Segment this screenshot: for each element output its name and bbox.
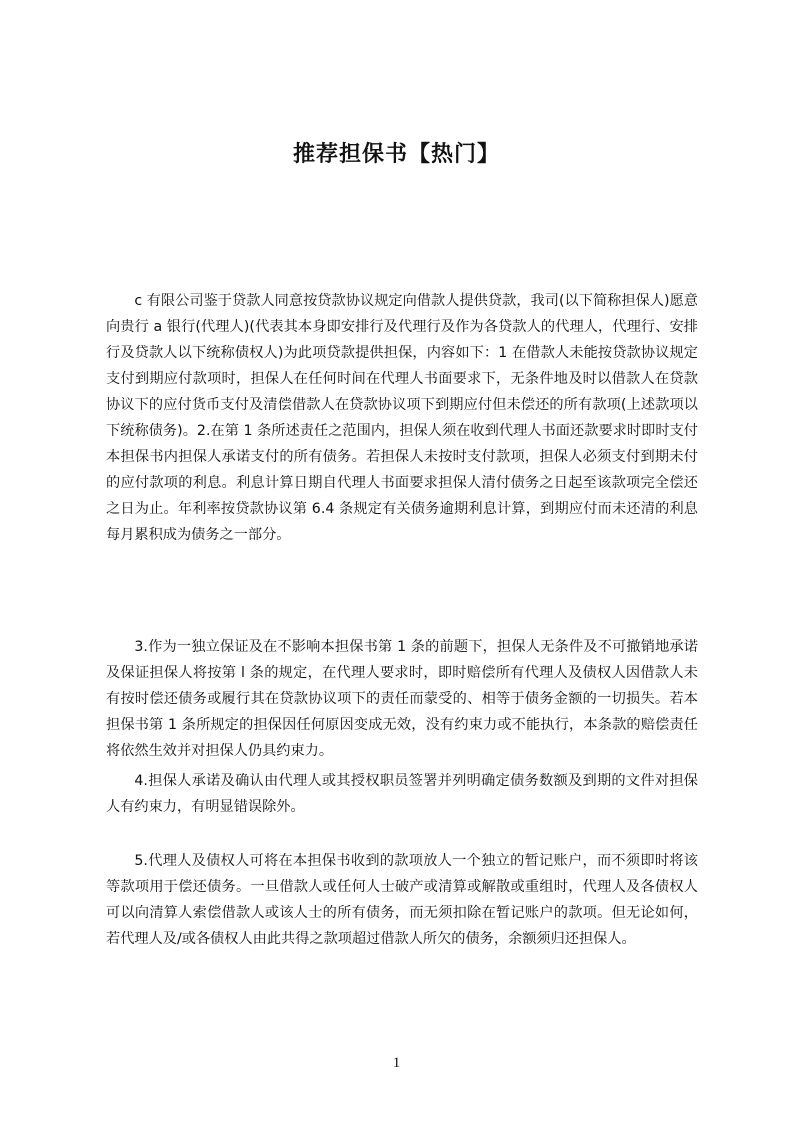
paragraph-1: c 有限公司鉴于贷款人同意按贷款协议规定向借款人提供贷款，我司(以下简称担保人)愿意向贵行 a 银行(代理人)(代表其本身即安排行及代理行及作为各贷款人的代理人，代理行、安排行及贷款人以下统称债权人)为此项贷款提供担保，内容如下：1 在借款人未能按贷款协议规定支付到期应付款项时，担保人在任何时间在代理人书面要求下，无条件地及时以借款人在贷款协议下的应付货币支付及清偿借款人在贷款协议项下到期应付但未偿还的所有款项(上述款项以下统称债务)。2.在第 1 条所述责任之范围内，担保人须在收到代理人书面还款要求时即时支付本担保书内担保人承诺支付的所有债务。若担保人未按时支付款项，担保人必须支付到期未付的应付款项的利息。利息计算日期自代理人书面要求担保人清付债务之日起至该款项完全偿还之日为止。年利率按贷款协议第 6.4 条规定有关债务逾期利息计算，到期应付而未还清的利息每月累积成为债务之一部分。 xyxy=(106,293,698,543)
document-title: 推荐担保书【热门】 xyxy=(292,142,500,167)
paragraph-3: 3.作为一独立保证及在不影响本担保书第 1 条的前题下，担保人无条件及不可撤销地承诺及保证担保人将按第 l 条的规定，在代理人要求时，即时赔偿所有代理人及债权人因借款人未有按时偿还债务或履行其在贷款协议项下的责任而蒙受的、相等于债务金额的一切损失。若本担保书第 1 条所规定的担保因任何原因变成无效，没有约束力或不能执行，本条款的赔偿责任将依然生效并对担保人仍具约束力。 xyxy=(106,639,698,759)
paragraph-4: 4.担保人承诺及确认由代理人或其授权职员签署并列明确定债务数额及到期的文件对担保人有约束力，有明显错误除外。 xyxy=(106,773,698,815)
paragraph-5: 5.代理人及债权人可将在本担保书收到的款项放人一个独立的暂记账户，而不须即时将该等款项用于偿还债务。一旦借款人或任何人士破产或清算或解散或重组时，代理人及各债权人可以向清算人索偿借款人或该人士的所有债务，而无须扣除在暂记账户的款项。但无论如何，若代理人及/或各债权人由此共得之款项超过借款人所欠的债务，余额须归还担保人。 xyxy=(106,853,698,947)
page-number: 1 xyxy=(392,1055,401,1071)
